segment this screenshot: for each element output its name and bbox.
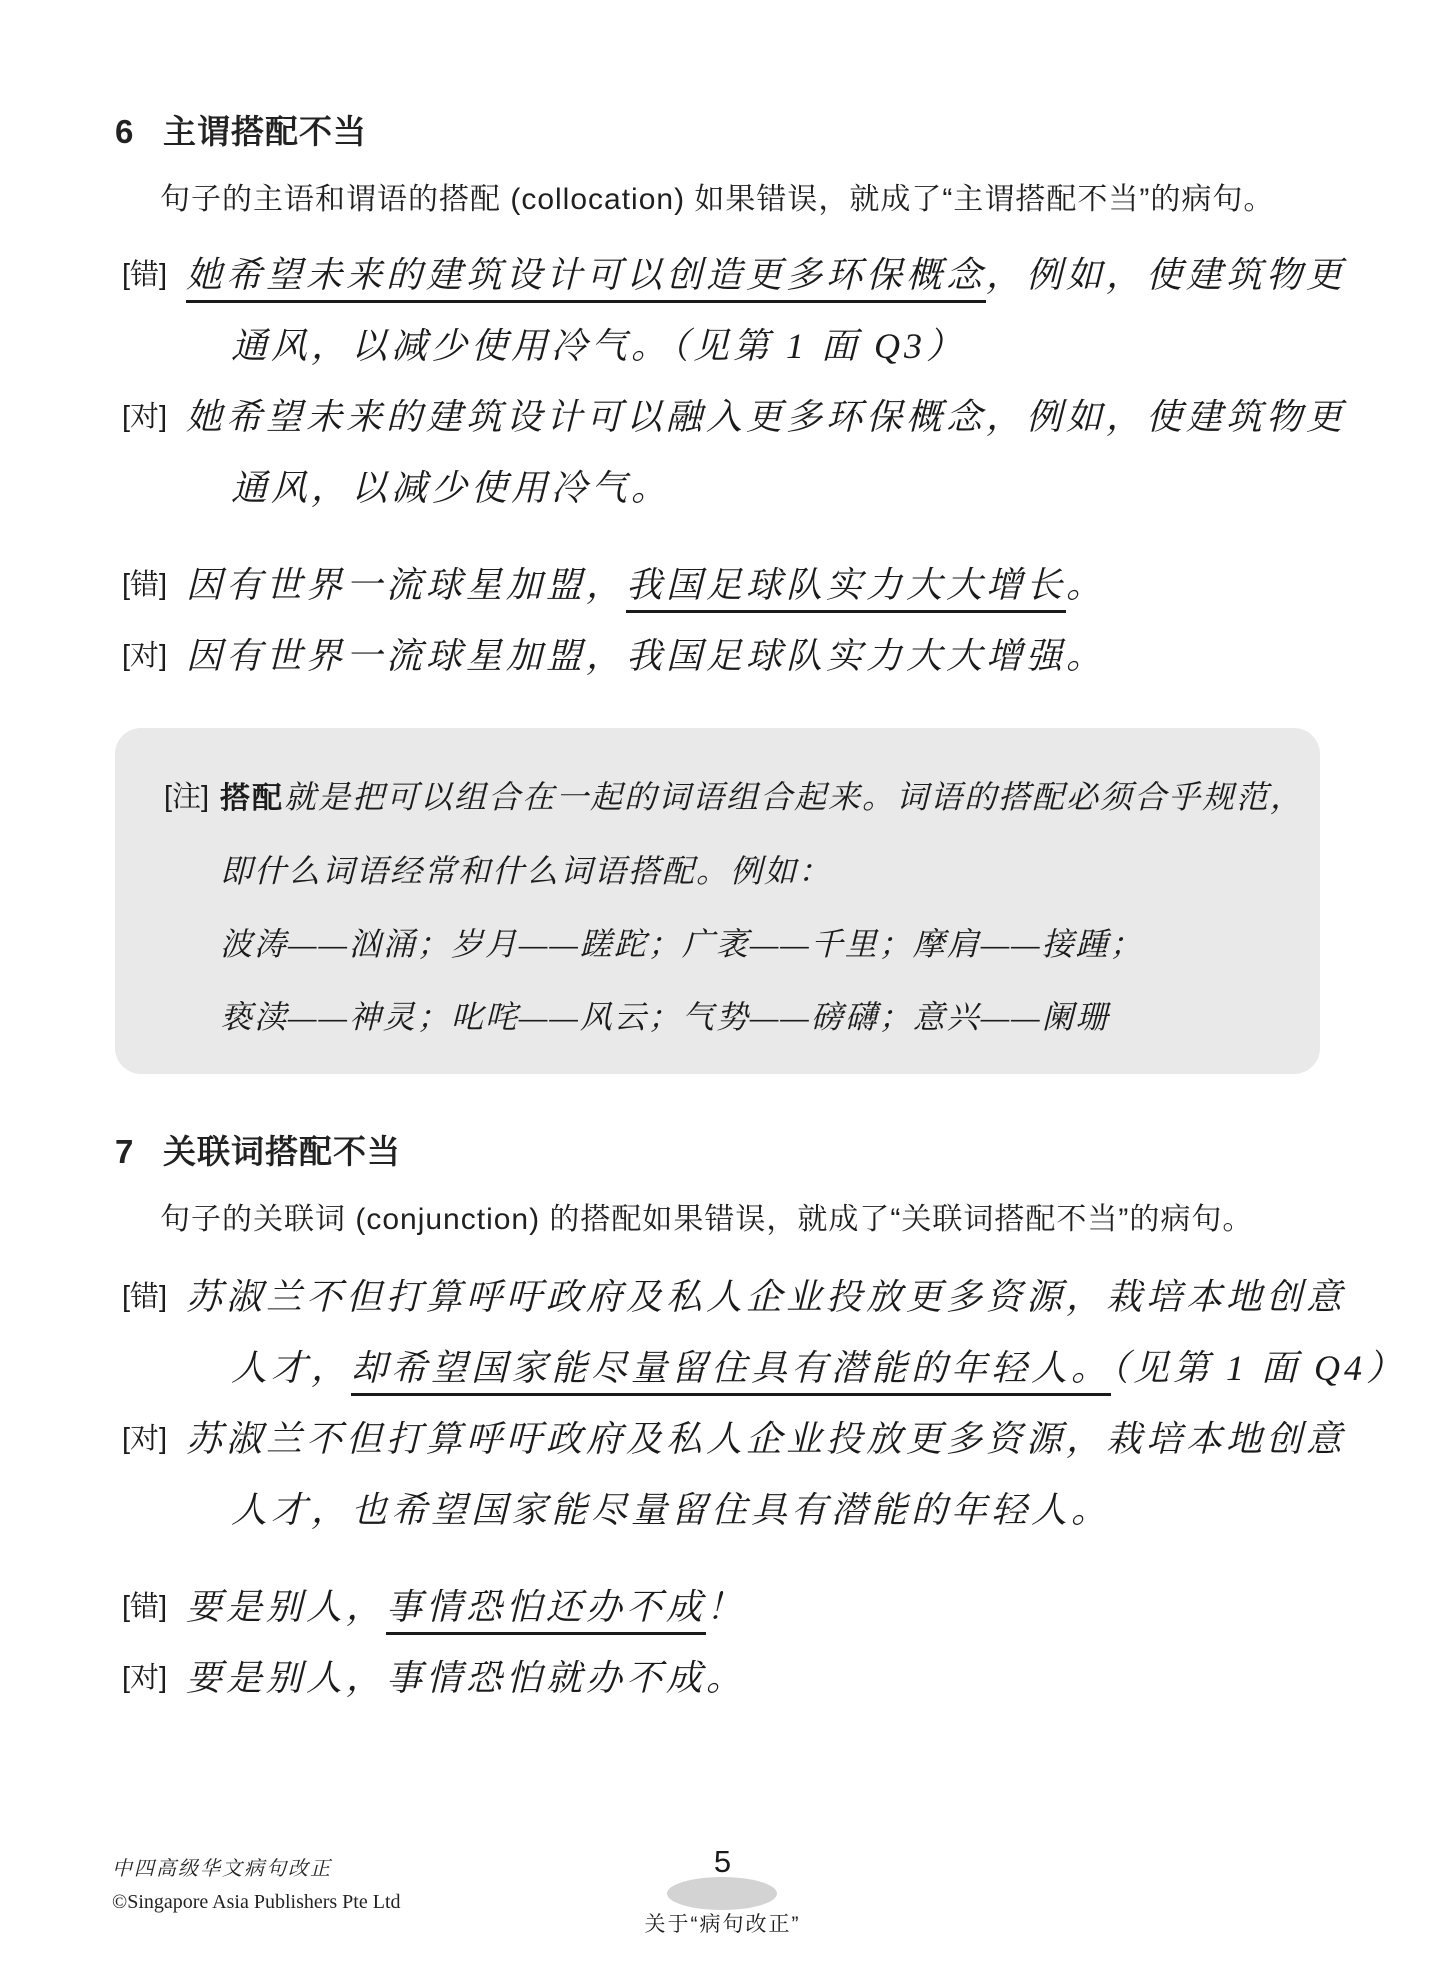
text-segment: ，例如，使建筑物更 (986, 255, 1347, 295)
sentence-line (186, 240, 1382, 311)
text-segment: 苏淑兰不但打算呼吁政府及私人企业投放更多资源，栽培本地创意 (186, 1419, 1347, 1459)
footer-caption: 关于“病句改正” (644, 1913, 801, 1936)
wrong-example (122, 1262, 1407, 1404)
correct-example (122, 382, 1382, 524)
sentence-line (186, 382, 1382, 453)
example-pair-6-2 (122, 550, 1382, 692)
text-segment: 。 (1066, 565, 1107, 605)
wrong-sentence (186, 240, 1382, 382)
underlined-error-segment: 却希望国家能尽量留住具有潜能的年轻人。 (351, 1348, 1111, 1396)
correct-label: [对] (122, 640, 168, 672)
section-6-title: 主谓搭配不当 (163, 113, 367, 150)
section-6-heading (115, 110, 367, 154)
text-segment: （见第 1 面 Q4） (1111, 1348, 1407, 1388)
correct-example (122, 1643, 1382, 1714)
note-box (115, 728, 1320, 1074)
note-content (115, 728, 1320, 1054)
wrong-example (122, 550, 1382, 621)
text-segment: 人才，也希望国家能尽量留住具有潜能的年轻人。 (231, 1490, 1112, 1530)
example-pair-7-2 (122, 1572, 1382, 1714)
wrong-sentence (186, 1262, 1406, 1404)
wrong-example (122, 1572, 1382, 1643)
underlined-error-segment: 她希望未来的建筑设计可以创造更多环保概念 (186, 255, 986, 303)
text-segment: 人才， (231, 1348, 352, 1388)
correct-label: [对] (122, 1423, 168, 1455)
sentence-line (186, 1475, 1382, 1546)
wrong-label: [错] (122, 569, 168, 601)
text-segment: 要是别人，事情恐怕就办不成。 (186, 1658, 747, 1698)
wrong-label: [错] (122, 259, 168, 291)
section-7-intro: 句子的关联词 (conjunction) 的搭配如果错误，就成了“关联词搭配不当”的病句。 (160, 1203, 1254, 1236)
sentence-line (186, 1262, 1406, 1333)
text-segment: 通风，以减少使用冷气。（见第 1 面 Q3） (231, 326, 966, 366)
section-7-number: 7 (115, 1133, 135, 1170)
sentence-line (186, 550, 1382, 621)
text-segment: 苏淑兰不但打算呼吁政府及私人企业投放更多资源，栽培本地创意 (186, 1277, 1347, 1317)
correct-label: [对] (122, 401, 168, 433)
underlined-error-segment: 事情恐怕还办不成 (386, 1587, 706, 1635)
underlined-error-segment: 我国足球队实力大大增长 (626, 565, 1066, 613)
correct-sentence (186, 1643, 1382, 1714)
note-bold-term: 搭配 (220, 782, 284, 815)
correct-sentence (186, 1404, 1382, 1546)
note-line: 即什么词语经常和什么词语搭配。例如： (220, 853, 833, 889)
note-label: [注] (164, 781, 210, 813)
page-number-wrap (0, 1845, 1445, 1879)
publisher-copyright: ©Singapore Asia Publishers Pte Ltd (112, 1891, 401, 1913)
sentence-line (186, 311, 1382, 382)
page-number: 5 (713, 1844, 732, 1879)
wrong-sentence (186, 550, 1382, 621)
sentence-line (186, 1643, 1382, 1714)
text-segment: 就是把可以组合在一起的词语组合起来。词语的搭配必须合乎规范， (284, 779, 1305, 815)
correct-example (122, 621, 1382, 692)
wrong-label: [错] (122, 1591, 168, 1623)
example-pair-6-1 (122, 240, 1382, 524)
book-title: 中四高级华文病句改正 (112, 1858, 332, 1880)
page-number-ellipse (667, 1877, 777, 1910)
section-7-title: 关联词搭配不当 (163, 1133, 401, 1170)
note-line: 亵渎——神灵；叱咤——风云；气势——磅礴；意兴——阑珊 (220, 999, 1110, 1035)
sentence-line (186, 1404, 1382, 1475)
sentence-line (186, 1333, 1406, 1404)
sentence-line (186, 1572, 1382, 1643)
text-segment: 通风，以减少使用冷气。 (231, 468, 672, 508)
text-segment: 她希望未来的建筑设计可以融入更多环保概念，例如，使建筑物更 (186, 397, 1347, 437)
text-segment: ！ (706, 1587, 747, 1627)
note-line (220, 761, 1304, 835)
section-7-heading (115, 1130, 401, 1174)
sentence-line (186, 453, 1382, 524)
wrong-label: [错] (122, 1281, 168, 1313)
correct-sentence (186, 382, 1382, 524)
text-segment: 因有世界一流球星加盟，我国足球队实力大大增强。 (186, 636, 1107, 676)
sentence-line (186, 621, 1382, 692)
section-6-intro: 句子的主语和谓语的搭配 (collocation) 如果错误，就成了“主谓搭配不当”的病句。 (160, 183, 1275, 216)
correct-sentence (186, 621, 1382, 692)
text-segment: 因有世界一流球星加盟， (186, 565, 627, 605)
correct-example (122, 1404, 1382, 1546)
example-pair-7-1 (122, 1262, 1407, 1546)
text-segment: 要是别人， (186, 1587, 387, 1627)
wrong-example (122, 240, 1382, 382)
section-6-number: 6 (115, 113, 135, 150)
wrong-sentence (186, 1572, 1382, 1643)
note-line: 波涛——汹涌；岁月——蹉跎；广袤——千里；摩肩——接踵； (220, 926, 1144, 962)
correct-label: [对] (122, 1662, 168, 1694)
